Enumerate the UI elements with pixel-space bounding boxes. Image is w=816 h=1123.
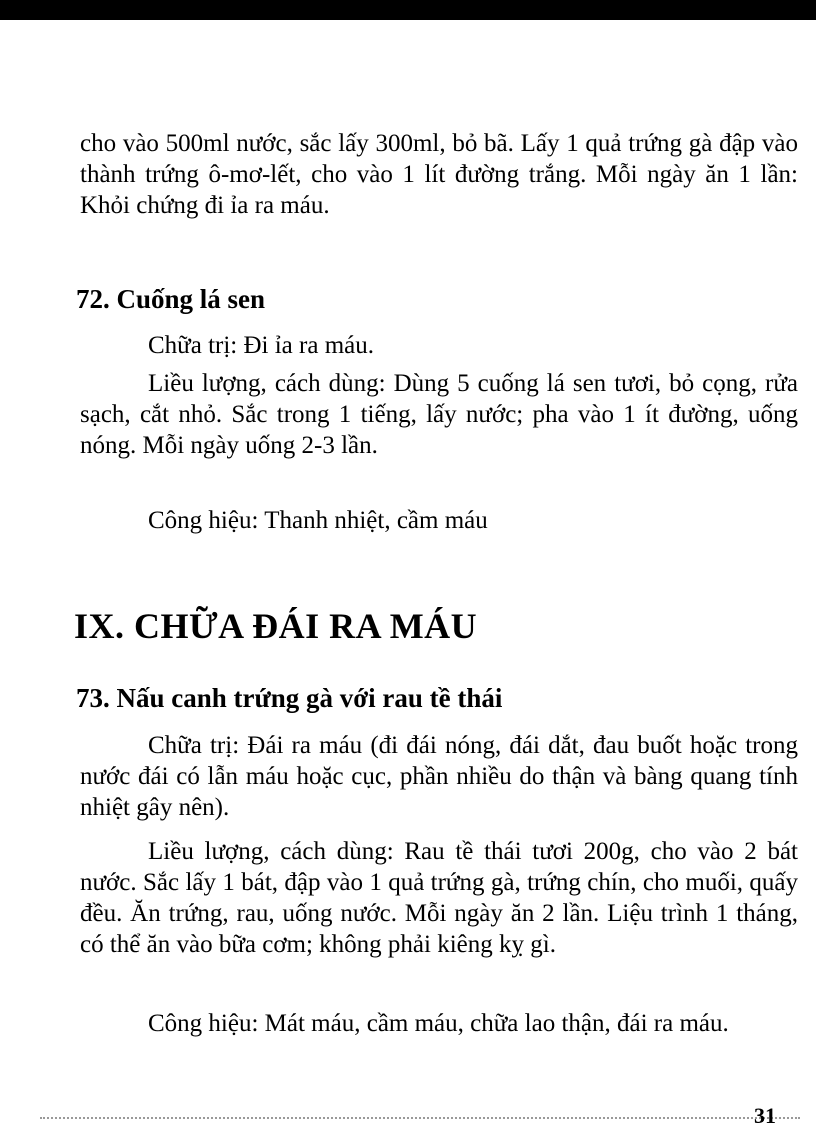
page-number: 31 bbox=[754, 1108, 776, 1123]
footer-divider bbox=[40, 1117, 800, 1119]
recipe-73-indication: Chữa trị: Đái ra máu (đi đái nóng, đái dắt, đau buốt hoặc trong nước đái có lẫn máu hoặc cục, phần nhiều do thận và bàng quang tính nhiệt gây nên). bbox=[80, 732, 798, 821]
recipe-72-indication: Chữa trị: Đi ỉa ra máu. bbox=[148, 332, 374, 359]
recipe-73-title: 73. Nấu canh trứng gà với rau tề thái bbox=[76, 683, 503, 713]
recipe-73-effect: Công hiệu: Mát máu, cầm máu, chữa lao thận, đái ra máu. bbox=[148, 1010, 729, 1037]
recipe-73-dosage: Liều lượng, cách dùng: Rau tề thái tươi 200g, cho vào 2 bát nước. Sắc lấy 1 bát, đập vào 1 quả trứng gà, trứng chín, cho muối, quấy đều. Ăn trứng, rau, uống nước. Mỗi ngày ăn 2 lần. Liệu trình 1 tháng, có thể ăn vào bữa cơm; không phải kiêng kỵ gì. bbox=[80, 838, 798, 958]
scan-top-border bbox=[0, 0, 816, 20]
chapter-title: IX. CHỮA ĐÁI RA MÁU bbox=[74, 606, 478, 646]
recipe-72-effect: Công hiệu: Thanh nhiệt, cầm máu bbox=[148, 507, 488, 534]
recipe-72-dosage: Liều lượng, cách dùng: Dùng 5 cuống lá sen tươi, bỏ cọng, rửa sạch, cắt nhỏ. Sắc trong 1 tiếng, lấy nước; pha vào 1 ít đường, uống nóng. Mỗi ngày uống 2-3 lần. bbox=[80, 370, 798, 459]
recipe-72-title: 72. Cuống lá sen bbox=[76, 284, 266, 314]
intro-paragraph: cho vào 500ml nước, sắc lấy 300ml, bỏ bã. Lấy 1 quả trứng gà đập vào thành trứng ô-mơ-lết, cho vào 1 lít đường trắng. Mỗi ngày ăn 1 lần: Khỏi chứng đi ỉa ra máu. bbox=[80, 130, 798, 219]
